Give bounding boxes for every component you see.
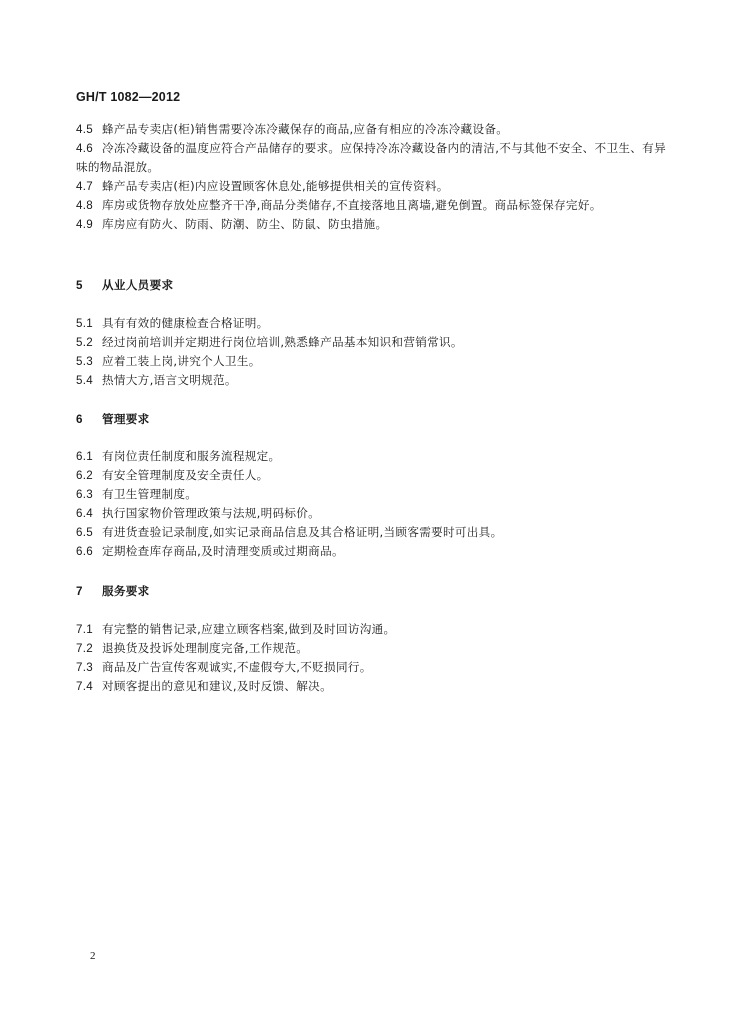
clause-5-2	[76, 333, 666, 352]
section-7-items	[76, 620, 666, 696]
clause-5-1	[76, 314, 666, 333]
section-heading	[76, 582, 666, 601]
clause-text: 经过岗前培训并定期进行岗位培训,熟悉蜂产品基本知识和营销常识。	[102, 335, 463, 349]
clause-text: 库房或货物存放处应整齐干净,商品分类储存,不直接落地且离墙,避免倒置。商品标签保存完好。	[102, 198, 602, 212]
clause-text: 有进货查验记录制度,如实记录商品信息及其合格证明,当顾客需要时可出具。	[102, 525, 503, 539]
clause-number: 6.2	[76, 469, 94, 482]
clause-7-1	[76, 620, 666, 639]
clause-4-9	[76, 215, 666, 234]
clause-text: 有完整的销售记录,应建立顾客档案,做到及时回访沟通。	[102, 622, 396, 636]
clause-text: 对顾客提出的意见和建议,及时反馈、解决。	[102, 679, 332, 693]
clause-number: 4.5	[76, 123, 94, 136]
clause-text: 热情大方,语言文明规范。	[102, 373, 237, 387]
section-number: 5	[76, 279, 83, 292]
section-title: 从业人员要求	[102, 278, 174, 292]
page-number: 2	[90, 950, 96, 962]
clause-4-5	[76, 120, 666, 139]
clause-number: 6.4	[76, 507, 94, 520]
clause-number: 5.3	[76, 355, 94, 368]
clause-4-8	[76, 196, 666, 215]
section-5-heading-block	[76, 276, 666, 295]
clause-number: 6.5	[76, 526, 94, 539]
clause-6-4	[76, 504, 666, 523]
clause-6-6	[76, 542, 666, 561]
section-title: 服务要求	[102, 584, 150, 598]
section-6-heading-block	[76, 410, 666, 429]
clause-text: 有卫生管理制度。	[102, 487, 198, 501]
standard-code-header: GH/T 1082—2012	[76, 90, 181, 104]
section-5-items	[76, 314, 666, 390]
clause-number: 4.7	[76, 180, 94, 193]
clause-text: 有岗位责任制度和服务流程规定。	[102, 449, 281, 463]
section-7-heading-block	[76, 582, 666, 601]
clause-number: 5.2	[76, 336, 94, 349]
clause-5-4	[76, 371, 666, 390]
clause-text: 蜂产品专卖店(柜)销售需要冷冻冷藏保存的商品,应备有相应的冷冻冷藏设备。	[102, 122, 509, 136]
clause-text: 有安全管理制度及安全责任人。	[102, 468, 269, 482]
clause-number: 6.6	[76, 545, 94, 558]
clause-text: 定期检查库存商品,及时清理变质或过期商品。	[102, 544, 344, 558]
clause-text: 商品及广告宣传客观诚实,不虚假夸大,不贬损同行。	[102, 660, 372, 674]
clause-text: 应着工装上岗,讲究个人卫生。	[102, 354, 261, 368]
section-4-items	[76, 120, 666, 234]
clause-5-3	[76, 352, 666, 371]
section-heading	[76, 276, 666, 295]
section-6-items	[76, 447, 666, 561]
clause-text: 具有有效的健康检查合格证明。	[102, 316, 269, 330]
clause-4-6	[76, 139, 666, 177]
section-title: 管理要求	[102, 412, 150, 426]
section-heading	[76, 410, 666, 429]
clause-number: 4.8	[76, 199, 94, 212]
clause-6-5	[76, 523, 666, 542]
clause-6-2	[76, 466, 666, 485]
clause-number: 6.3	[76, 488, 94, 501]
clause-7-2	[76, 639, 666, 658]
clause-number: 4.6	[76, 142, 94, 155]
clause-number: 4.9	[76, 218, 94, 231]
clause-text: 执行国家物价管理政策与法规,明码标价。	[102, 506, 321, 520]
clause-number: 5.4	[76, 374, 94, 387]
clause-number: 6.1	[76, 450, 94, 463]
clause-text: 退换货及投诉处理制度完备,工作规范。	[102, 641, 309, 655]
clause-number: 7.1	[76, 623, 94, 636]
clause-6-3	[76, 485, 666, 504]
clause-4-7	[76, 177, 666, 196]
section-number: 7	[76, 585, 83, 598]
section-number: 6	[76, 413, 83, 426]
clause-number: 7.3	[76, 661, 94, 674]
clause-7-3	[76, 658, 666, 677]
clause-number: 7.2	[76, 642, 94, 655]
clause-text: 库房应有防火、防雨、防潮、防尘、防鼠、防虫措施。	[102, 217, 388, 231]
clause-text: 蜂产品专卖店(柜)内应设置顾客休息处,能够提供相关的宣传资料。	[102, 179, 449, 193]
clause-number: 7.4	[76, 680, 94, 693]
clause-text: 冷冻冷藏设备的温度应符合产品储存的要求。应保持冷冻冷藏设备内的清洁,不与其他不安全、不卫生、有异味的物品混放。	[76, 141, 666, 174]
clause-7-4	[76, 677, 666, 696]
clause-6-1	[76, 447, 666, 466]
clause-number: 5.1	[76, 317, 94, 330]
